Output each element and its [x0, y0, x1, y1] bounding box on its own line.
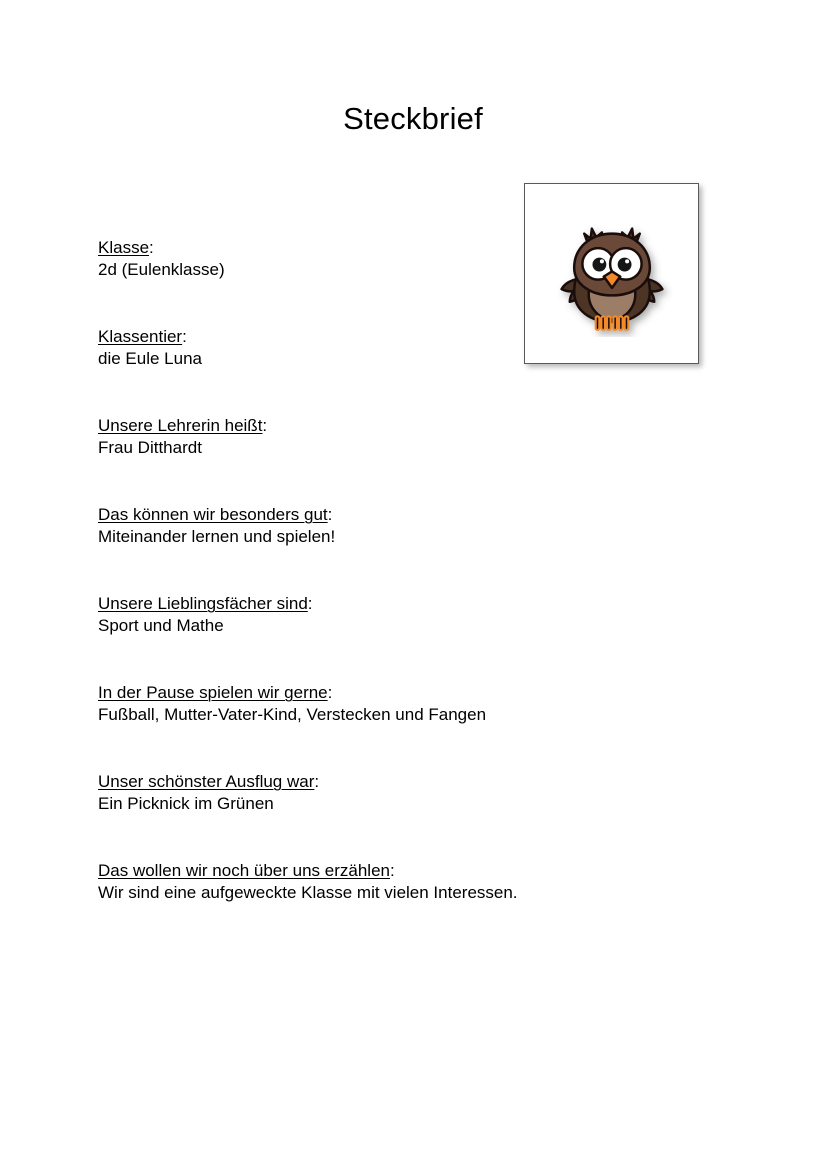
field-value: Frau Ditthardt: [98, 438, 202, 457]
field-schoenster-ausflug: [98, 771, 518, 815]
field-label-text: Das können wir besonders gut: [98, 505, 328, 524]
field-label-colon: :: [182, 327, 187, 346]
field-value: Wir sind eine aufgeweckte Klasse mit vielen Interessen.: [98, 883, 518, 902]
field-label-text: Unser schönster Ausflug war: [98, 772, 315, 791]
field-besonders-gut: [98, 504, 518, 548]
field-label-text: Klassentier: [98, 327, 183, 346]
field-value: Miteinander lernen und spielen!: [98, 527, 336, 546]
field-label-text: Unsere Lehrerin heißt: [98, 416, 263, 435]
field-label-colon: :: [327, 683, 333, 702]
field-label: [98, 326, 518, 348]
steckbrief-field-list: [98, 237, 518, 904]
field-value: 2d (Eulenklasse): [98, 260, 225, 279]
field-label-colon: :: [314, 772, 320, 791]
field-label-colon: :: [307, 594, 313, 613]
field-pause-spiele: [98, 682, 518, 726]
field-label: [98, 771, 518, 793]
field-label-text: Klasse: [98, 238, 150, 257]
field-value: Ein Picknick im Grünen: [98, 794, 274, 813]
field-label-colon: :: [390, 861, 395, 880]
field-label: [98, 860, 518, 882]
field-label-text: Unsere Lieblingsfächer sind: [98, 594, 308, 613]
field-label-colon: :: [327, 505, 333, 524]
field-label-colon: :: [262, 416, 268, 435]
field-klassentier: [98, 326, 518, 370]
field-label: [98, 682, 518, 704]
field-lieblingsfaecher: [98, 593, 518, 637]
page-title: Steckbrief: [343, 101, 483, 136]
owl-icon: [549, 211, 675, 337]
field-value: die Eule Luna: [98, 349, 202, 368]
field-label: [98, 237, 518, 259]
field-label-text: Das wollen wir noch über uns erzählen: [98, 861, 390, 880]
field-label: [98, 504, 518, 526]
field-value: Fußball, Mutter-Vater-Kind, Verstecken und Fangen: [98, 705, 487, 724]
field-label: [98, 415, 518, 437]
field-lehrerin: [98, 415, 518, 459]
class-picture-frame: [524, 183, 699, 364]
field-ueber-uns: [98, 860, 518, 904]
field-label: [98, 593, 518, 615]
field-label-colon: :: [149, 238, 154, 257]
field-klasse: [98, 237, 518, 281]
field-label-text: In der Pause spielen wir gerne: [98, 683, 328, 702]
field-value: Sport und Mathe: [98, 616, 224, 635]
